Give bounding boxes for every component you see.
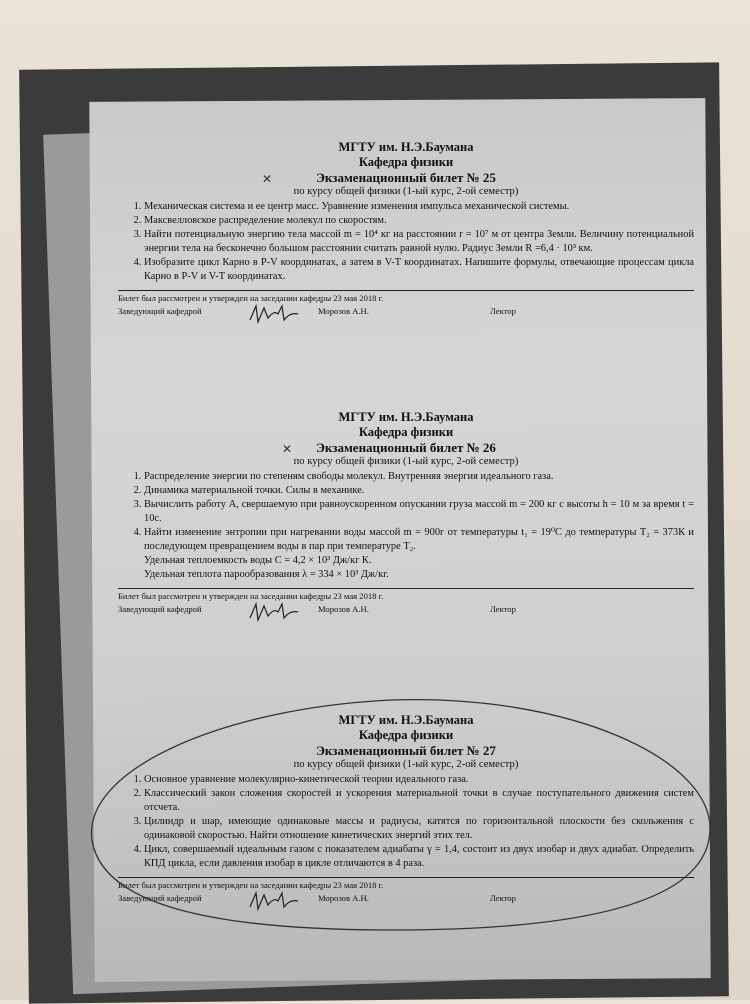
course-info: по курсу общей физики (1-ый курс, 2-ой семестр) xyxy=(293,456,519,467)
given-heat-capacity: Удельная теплоемкость воды C = 4,2 × 10³ Дж/кг К. xyxy=(144,555,372,566)
signature-row xyxy=(118,602,694,620)
handwritten-signature xyxy=(246,300,306,326)
approval-note: Билет был рассмотрен и утвержден на заседании кафедры 23 мая 2018 г. xyxy=(118,880,384,890)
question-3: 3. Цилиндр и шар, имеющие одинаковые массы и радиусы, катятся по горизонтальной плоскости без скольжения с одинаковой скоростью. Найти отношение кинетических энергий этих тел. xyxy=(144,815,694,843)
ticket-title: Экзаменационный билет № 25 xyxy=(316,170,496,185)
question-4: 4. Найти изменение энтропии при нагревании воды массой m = 900г от температуры t₁ = 19⁰С до температуры T₂ = 373К и последующем превращением воды в пар при температуре T₂. xyxy=(144,526,694,554)
lecturer-label: Лектор xyxy=(490,893,516,903)
question-1: 1. Основное уравнение молекулярно-кинетической теории идеального газа. xyxy=(144,773,694,787)
department-name: Кафедра физики xyxy=(358,425,454,439)
question-1: 1. Механическая система и ее центр масс. Уравнение изменения импульса механической системы. xyxy=(144,200,694,214)
divider-line xyxy=(118,877,694,878)
ticket-title: Экзаменационный билет № 26 xyxy=(316,440,496,455)
signature-row xyxy=(118,891,694,909)
department-name: Кафедра физики xyxy=(358,155,454,169)
head-name: Морозов А.Н. xyxy=(318,306,369,316)
head-of-department-label: Заведующий кафедрой xyxy=(118,893,202,903)
university-name: МГТУ им. Н.Э.Баумана xyxy=(338,713,474,727)
exam-ticket-27 xyxy=(118,713,694,909)
department-name: Кафедра физики xyxy=(358,728,454,742)
question-4: 4. Изобразите цикл Карно в P-V координатах, а затем в V-T координатах. Напишите формулы, отвечающие процессам цикла Карно в P-V и V-T координатах. xyxy=(144,256,694,284)
question-list xyxy=(118,773,694,871)
exam-ticket-26 xyxy=(118,410,694,620)
pen-cross-mark: ✕ xyxy=(262,172,273,186)
pen-cross-mark: ✕ xyxy=(282,442,293,456)
question-1: 1. Распределение энергии по степеням свободы молекул. Внутренняя энергия идеального газа. xyxy=(144,470,694,484)
question-3: 3. Вычислить работу A, свершаемую при равноускоренном опускании груза массой m = 200 кг с высоты h = 10 м за время t = 10с. xyxy=(144,498,694,526)
lecturer-label: Лектор xyxy=(490,306,516,316)
question-2: 2. Классический закон сложения скоростей и ускорения материальной точки в случае поступательного движения систем отсчета. xyxy=(144,787,694,815)
approval-note: Билет был рассмотрен и утвержден на заседании кафедры 23 мая 2018 г. xyxy=(118,293,384,303)
given-vaporization-heat: Удельная теплота парообразования λ = 334 × 10³ Дж/кг. xyxy=(144,569,389,580)
question-list xyxy=(118,200,694,284)
question-2: 2. Максвелловское распределение молекул по скоростям. xyxy=(144,214,694,228)
handwritten-signature xyxy=(246,598,306,624)
university-name: МГТУ им. Н.Э.Баумана xyxy=(338,410,474,424)
head-of-department-label: Заведующий кафедрой xyxy=(118,306,202,316)
university-name: МГТУ им. Н.Э.Баумана xyxy=(338,140,474,154)
question-list xyxy=(118,470,694,554)
head-name: Морозов А.Н. xyxy=(318,893,369,903)
course-info: по курсу общей физики (1-ый курс, 2-ой семестр) xyxy=(293,186,519,197)
question-3-note: Величину потенциальной энергии тела на бесконечно большом расстоянии считать равной нулю. Радиус Земли R =6,4 · 10³ км. xyxy=(144,229,695,254)
question-2: 2. Динамика материальной точки. Силы в механике. xyxy=(144,484,694,498)
divider-line xyxy=(118,290,694,291)
course-info: по курсу общей физики (1-ый курс, 2-ой семестр) xyxy=(293,759,519,770)
divider-line xyxy=(118,588,694,589)
question-3-text: Найти потенциальную энергию тела массой m = 10⁴ кг на расстоянии r = 10⁷ м от центра Земли. xyxy=(144,229,577,240)
head-name: Морозов А.Н. xyxy=(318,604,369,614)
lecturer-label: Лектор xyxy=(490,604,516,614)
approval-note: Билет был рассмотрен и утвержден на заседании кафедры 23 мая 2018 г. xyxy=(118,591,384,601)
question-3 xyxy=(144,228,694,256)
question-4: 4. Цикл, совершаемый идеальным газом с показателем адиабаты γ = 1,4, состоит из двух изобар и двух адиабат. Определить КПД цикла, если давления изобар в цикле отличаются в 4 раза. xyxy=(144,843,694,871)
exam-ticket-25 xyxy=(118,140,694,322)
ticket-title: Экзаменационный билет № 27 xyxy=(316,743,496,758)
signature-row xyxy=(118,304,694,322)
head-of-department-label: Заведующий кафедрой xyxy=(118,604,202,614)
handwritten-signature xyxy=(246,887,306,913)
